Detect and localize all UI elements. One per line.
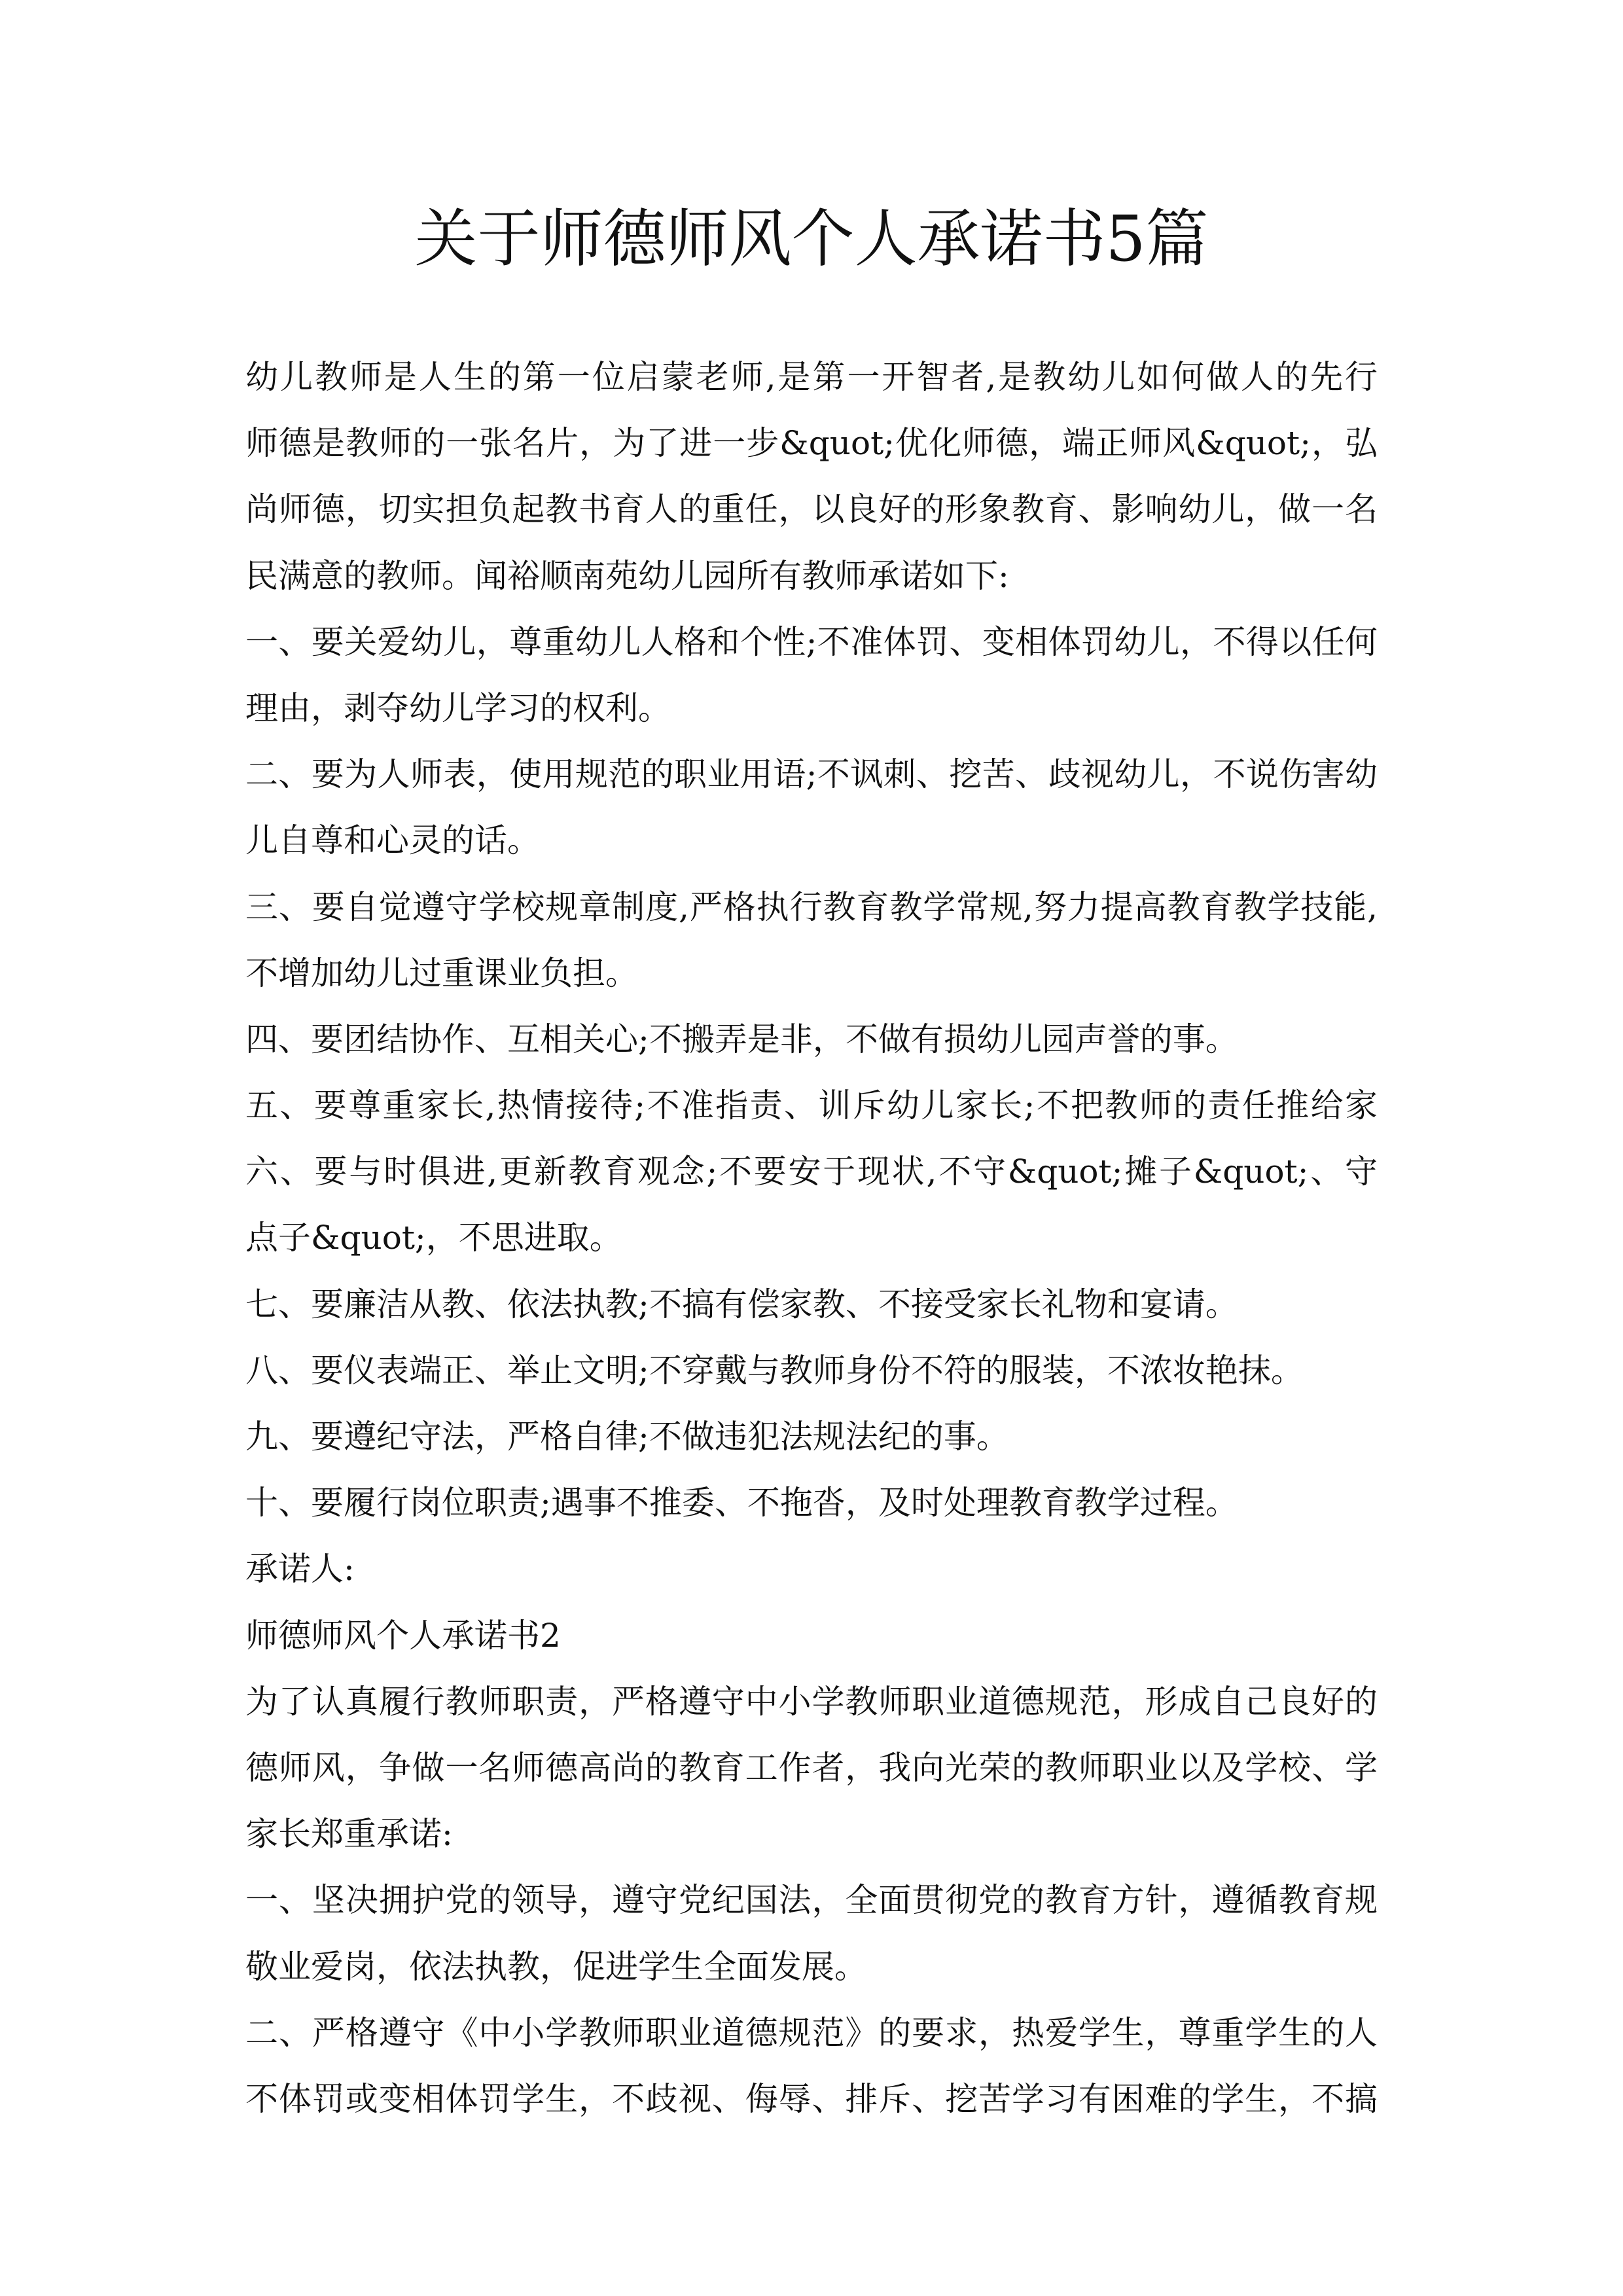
text-line: 二、要为人师表，使用规范的职业用语;不讽刺、挖苦、歧视幼儿，不说伤害幼 — [245, 755, 1378, 794]
text-line: 四、要团结协作、互相关心;不搬弄是非，不做有损幼儿园声誉的事。 — [245, 1020, 1238, 1058]
text-line: 师德师风个人承诺书2 — [245, 1616, 561, 1655]
text-line: 不体罚或变相体罚学生，不歧视、侮辱、排斥、挖苦学习有困难的学生，不搞 — [245, 2079, 1378, 2118]
text-line: 尚师德，切实担负起教书育人的重任，以良好的形象教育、影响幼儿，做一名 — [245, 490, 1378, 529]
text-line: 家长郑重承诺: — [245, 1815, 453, 1854]
text-line: 十、要履行岗位职责;遇事不推委、不拖沓，及时处理教育教学过程。 — [245, 1484, 1238, 1522]
text-line: 八、要仪表端正、举止文明;不穿戴与教师身份不符的服装，不浓妆艳抹。 — [245, 1351, 1304, 1390]
text-line: 六、要与时俱进,更新教育观念;不要安于现状,不守&quot;摊子&quot;、守 — [245, 1153, 1378, 1191]
text-line: 敬业爱岗，依法执教，促进学生全面发展。 — [245, 1947, 867, 1986]
text-line: 七、要廉洁从教、依法执教;不搞有偿家教、不接受家长礼物和宴请。 — [245, 1285, 1238, 1323]
text-line: 德师风，争做一名师德高尚的教育工作者，我向光荣的教师职业以及学校、学 — [245, 1748, 1378, 1787]
text-line: 一、坚决拥护党的领导，遵守党纪国法，全面贯彻党的教育方针，遵循教育规 — [245, 1881, 1378, 1920]
text-line: 不增加幼儿过重课业负担。 — [245, 954, 638, 992]
text-line: 五、要尊重家长,热情接待;不准指责、训斥幼儿家长;不把教师的责任推给家 — [245, 1086, 1378, 1125]
text-line: 师德是教师的一张名片，为了进一步&quot;优化师德，端正师风&quot;，弘 — [245, 424, 1378, 463]
text-line: 为了认真履行教师职责，严格遵守中小学教师职业道德规范，形成自己良好的 — [245, 1682, 1378, 1721]
text-line: 一、要关爱幼儿，尊重幼儿人格和个性;不准体罚、变相体罚幼儿，不得以任何 — [245, 622, 1378, 661]
text-line: 九、要遵纪守法，严格自律;不做违犯法规法纪的事。 — [245, 1418, 1009, 1456]
text-line: 理由，剥夺幼儿学习的权利。 — [245, 689, 671, 727]
text-line: 承诺人: — [245, 1550, 355, 1588]
text-line: 点子&quot;，不思进取。 — [245, 1219, 622, 1257]
text-line: 二、严格遵守《中小学教师职业道德规范》的要求，热爱学生，尊重学生的人 — [245, 2013, 1378, 2052]
text-line: 民满意的教师。闻裕顺南苑幼儿园所有教师承诺如下: — [245, 556, 1009, 595]
document-body — [245, 344, 1378, 2132]
text-line: 三、要自觉遵守学校规章制度,严格执行教育教学常规,努力提高教育教学技能, — [245, 888, 1378, 926]
text-line: 幼儿教师是人生的第一位启蒙老师,是第一开智者,是教幼儿如何做人的先行 — [245, 358, 1378, 396]
text-line: 儿自尊和心灵的话。 — [245, 821, 540, 860]
document-title: 关于师德师风个人承诺书5篇 — [414, 202, 1209, 276]
